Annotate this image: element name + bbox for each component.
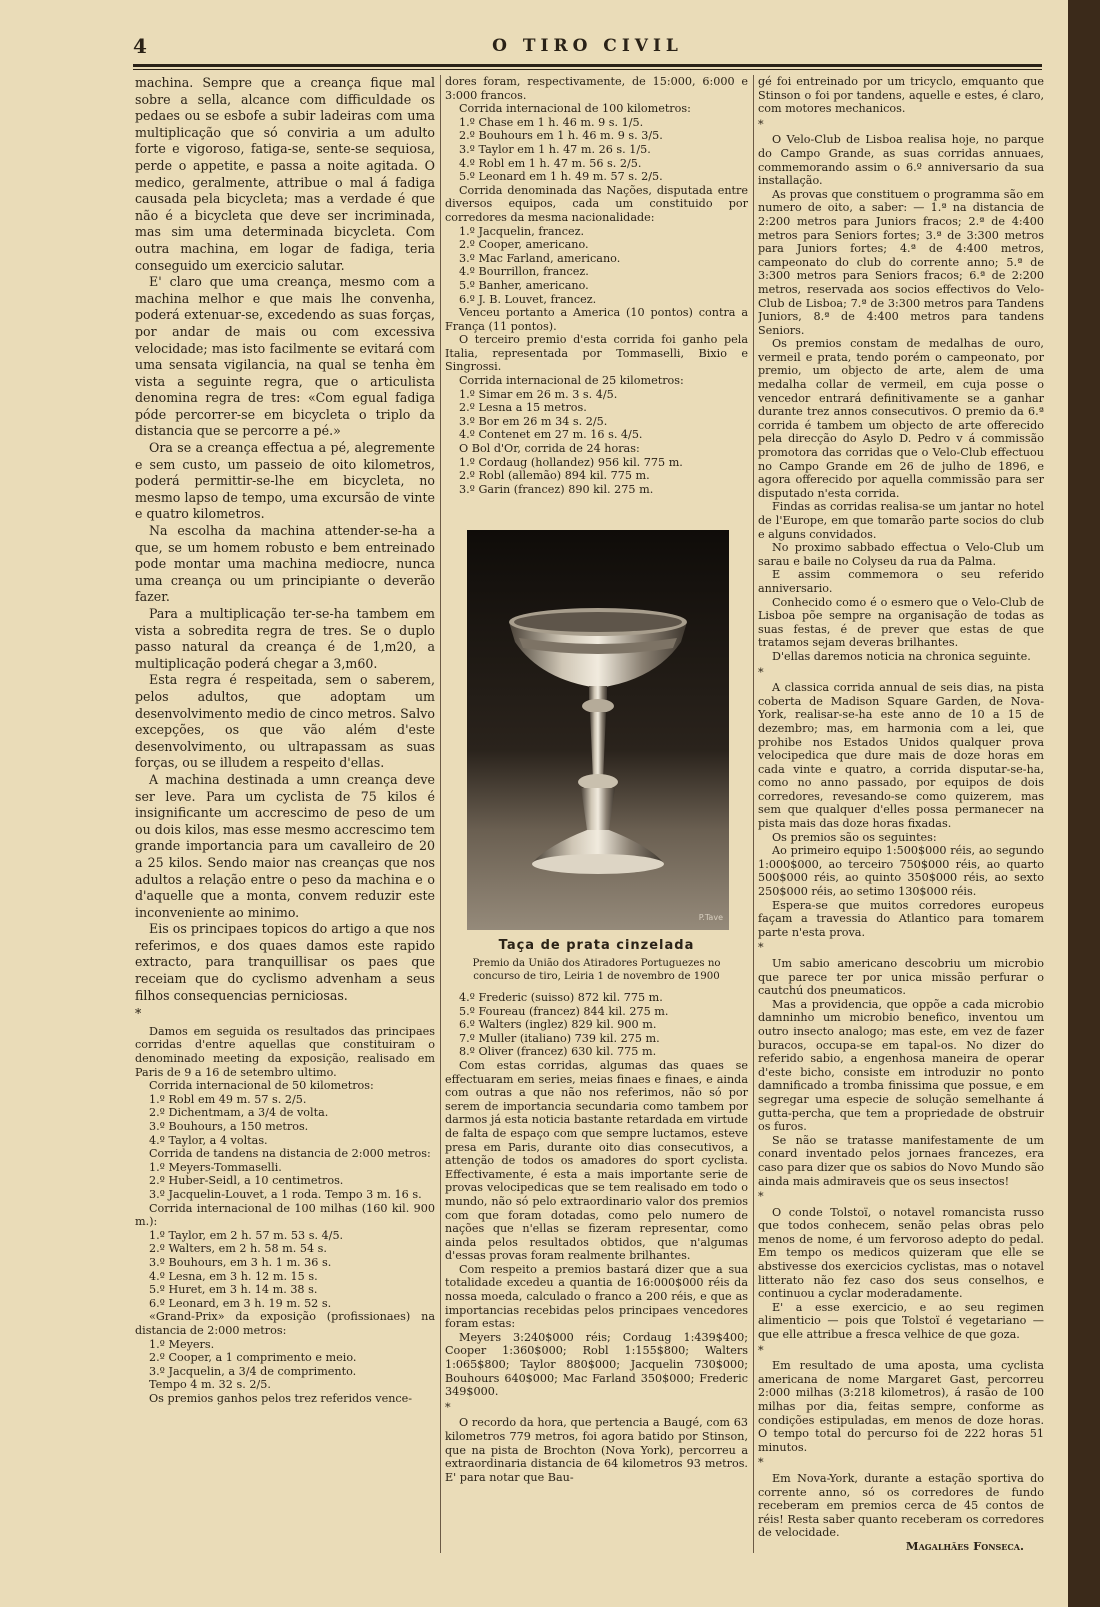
result-line: 4.º Taylor, a 4 voltas.	[149, 1133, 268, 1147]
section-separator: *	[758, 1456, 764, 1470]
paragraph: E' a esse exercicio, e ao seu regimen alimenticio — pois que Tolstoï é vegetariano — que elle attribue a fresca velhice de que goza.	[758, 1300, 1044, 1342]
result-line: 5.º Huret, em 3 h. 14 m. 38 s.	[149, 1283, 318, 1297]
paragraph: Esta regra é respeitada, sem o saberem, pelos adultos, que adoptam um desenvolvimento medio de cinco metros. Salvo excepções, os que vão além d'este desenvolvimento, ou ultrapassam as suas forças, ou se illudem a respeito d'ellas.	[135, 672, 435, 771]
result-line: 2.º Cooper, a 1 comprimento e meio.	[149, 1351, 357, 1365]
result-line: 7.º Muller (italiano) 739 kil. 275 m.	[459, 1031, 660, 1045]
paragraph: Os premios constam de medalhas de ouro, vermeil e prata, tendo porém o campeonato, por premio, um objecto de arte, alem de uma medalha collar de vermeil, em cuja posse o vencedor entrará definitivamente se a ganhar durante trez annos consecutivos. O premio da 6.ª corrida é tambem um objecto de arte offerecido pela direcção do Asylo D. Pedro v á commissão promotora das corridas que o Velo-Club effectuou no Campo Grande em 26 de julho de 1896, e agora offerecido por aquella commissão para ser disputado n'esta corrida.	[758, 337, 1044, 500]
paragraph: Meyers 3:240$000 réis; Cordaug 1:439$400; Cooper 1:360$000; Robl 1:155$800; Walters 1:065$800; Taylor 880$000; Jacquelin 730$000; Bouhours 640$000; Mac Farland 350$000; Frederic 349$000.	[445, 1330, 748, 1399]
paragraph: A classica corrida annual de seis dias, na pista coberta de Madison Square Garden, de Nova-York, realisar-se-ha este anno de 10 a 15 de dezembro; mas, em harmonia com a lei, que prohibe nos Estados Unidos qualquer prova velocipedica que dure mais de doze horas em cada vinte e quatro, a corrida disputar-se-ha, como no anno passado, por equipos de dois corredores, revesando-se como quizerem, mas sem que qualquer d'elles possa permanecer na pista mais das doze horas fixadas.	[758, 681, 1044, 831]
result-line: 4.º Contenet em 27 m. 16 s. 4/5.	[459, 428, 643, 442]
paragraph: As provas que constituem o programma são em numero de oito, a saber: — 1.ª na distancia de 2:200 metros para Juniors fracos; 2.ª de 4:400 metros para Seniors fortes; 3.ª de 3:300 metros para Juniors fortes; 4.ª de 4:400 metros, campeonato do club do corrente anno; 5.ª de 3:300 metros para Seniors fracos; 6.ª de 2:200 metros, reservada aos socios effectivos do Velo-Club de Lisboa; 7.ª de 3:300 metros para Tandens Juniors, 8.ª de 4:400 metros para tandens Seniors.	[758, 187, 1044, 337]
race-heading: «Grand-Prix» da exposição (profissionaes) na distancia de 2:000 metros:	[135, 1310, 435, 1337]
paragraph: Os premios são os seguintes:	[772, 830, 937, 844]
paragraph: Na escolha da machina attender-se-ha a que, se um homem robusto e bem entreinado pode montar uma machina mediocre, nunca uma creança ou um principiante o deverão fazer.	[135, 523, 435, 605]
paragraph: Espera-se que muitos corredores europeus façam a travessia do Atlantico para tomarem parte n'esta prova.	[758, 898, 1044, 939]
paragraph: Mas a providencia, que oppõe a cada microbio damninho um microbio benefico, inventou um outro insecto analogo; mas este, em vez de fazer buracos, occupa-se em tapal-os. No dizer do referido sabio, a engenhosa maneira de operar d'este bicho, consiste em introduzir no ponto damnificado a tromba finissima que possue, e em segregar uma especie de solução semelhante á gutta-percha, que tem a propriedade de obstruir os furos.	[758, 997, 1044, 1134]
paragraph: Em Nova-York, durante a estação sportiva do corrente anno, só os corredores de fundo receberam em premios cerca de 45 contos de réis! Resta saber quanto receberam os corredores de velocidade.	[758, 1471, 1044, 1540]
result-line: 6.º J. B. Louvet, francez.	[459, 292, 597, 306]
race-heading: Corrida denominada das Nações, disputada entre diversos equipos, cada um constituido por corredores da mesma nacionalidade:	[445, 183, 748, 224]
result-line: 1.º Meyers.	[149, 1337, 215, 1351]
race-heading: Corrida internacional de 100 kilometros:	[459, 102, 691, 116]
column-2	[445, 75, 748, 1555]
result-line: 1.º Taylor, em 2 h. 57 m. 53 s. 4/5.	[149, 1228, 344, 1242]
paragraph: O Velo-Club de Lisboa realisa hoje, no parque do Campo Grande, as suas corridas annuaes, commemorando assim o 6.º anniversario da sua installação.	[758, 133, 1044, 188]
race-heading: O Bol d'Or, corrida de 24 horas:	[459, 442, 640, 456]
column-divider	[753, 75, 754, 1553]
header-rule	[133, 64, 1042, 67]
paragraph: Conhecido como é o esmero que o Velo-Club de Lisboa põe sempre na organisação de todas as suas festas, é de prever que estas de que tratamos sejam deveras brilhantes.	[758, 595, 1044, 650]
paragraph: Eis os principaes topicos do artigo a que nos referimos, e dos quaes damos este rapido extracto, para tranquillisar os paes que receiam que do cyclismo advenham a seus filhos consequencias perniciosas.	[135, 921, 435, 1003]
page-number: 4	[133, 34, 147, 58]
race-heading: Corrida internacional de 25 kilometros:	[459, 374, 684, 388]
paragraph: O terceiro premio d'esta corrida foi ganho pela Italia, representada por Tommaselli, Bixio e Singrossi.	[445, 333, 748, 374]
paragraph: machina. Sempre que a creança fique mal sobre a sella, alcance com difficuldade os pedaes ou se esbofe a subir ladeiras com uma multiplicação que só conviria a um adulto forte e vigoroso, fatiga-se, sente-se sequiosa, perde o appetite, e passa a noite agitada. O medico, geralmente, attribue o mal á fadiga causada pela bicycleta; mas a verdade é que não é a bicycleta que deve ser incriminada, mas sim uma determinada bicycleta. Com outra machina, em logar de fadiga, teria conseguido um exercicio salutar.	[135, 75, 435, 273]
paragraph: E assim commemora o seu referido anniversario.	[758, 568, 1044, 595]
result-line: 2.º Walters, em 2 h. 58 m. 54 s.	[149, 1242, 327, 1256]
silver-cup-image	[467, 530, 729, 930]
result-line: 2.º Robl (allemão) 894 kil. 775 m.	[459, 469, 650, 483]
section-separator: *	[445, 1400, 451, 1414]
result-line: Tempo 4 m. 32 s. 2/5.	[149, 1378, 271, 1392]
paragraph: Com respeito a premios bastará dizer que a sua totalidade excedeu a quantia de 16:000$000 réis da nossa moeda, calculado o franco a 200 réis, e que as importancias recebidas pelos principaes vencedores foram estas:	[445, 1262, 748, 1331]
paragraph: Se não se tratasse manifestamente de um conard inventado pelos jornaes francezes, era caso para dizer que os sabios do Novo Mundo são ainda mais admiraveis que os seus insectos!	[758, 1133, 1044, 1188]
result-line: 2.º Huber-Seidl, a 10 centimetros.	[149, 1174, 344, 1188]
photo-caption: Premio da União dos Atiradores Portuguezes no concurso de tiro, Leiria 1 de novembro de 1900	[472, 958, 721, 982]
paragraph: Findas as corridas realisa-se um jantar no hotel de l'Europe, em que tomarão parte socios do club e alguns convidados.	[758, 500, 1044, 541]
result-line: 2.º Bouhours em 1 h. 46 m. 9 s. 3/5.	[459, 129, 663, 143]
result-line: 3.º Taylor em 1 h. 47 m. 26 s. 1/5.	[459, 142, 651, 156]
result-line: 3.º Jacquelin-Louvet, a 1 roda. Tempo 3 m. 16 s.	[149, 1187, 422, 1201]
column-3	[758, 75, 1044, 1555]
race-heading: Corrida internacional de 50 kilometros:	[149, 1079, 374, 1093]
result-line: 3.º Bouhours, em 3 h. 1 m. 36 s.	[149, 1255, 332, 1269]
result-line: 8.º Oliver (francez) 630 kil. 775 m.	[459, 1045, 657, 1059]
section-separator: *	[758, 1343, 764, 1357]
result-line: 6.º Leonard, em 3 h. 19 m. 52 s.	[149, 1296, 332, 1310]
result-line: 4.º Robl em 1 h. 47 m. 56 s. 2/5.	[459, 156, 642, 170]
paragraph: Venceu portanto a America (10 pontos) contra a França (11 pontos).	[445, 306, 748, 333]
race-heading: Corrida de tandens na distancia de 2:000 metros:	[149, 1147, 431, 1161]
newspaper-title: O TIRO CIVIL	[492, 36, 683, 56]
paragraph: A machina destinada a umn creança deve ser leve. Para um cyclista de 75 kilos é insignificante um accrescimo de peso de um ou dois kilos, mas esse mesmo accrescimo tem grande importancia para um cavalleiro de 20 a 25 kilos. Sendo maior nas creanças que nos adultos a relação entre o peso da machina e o d'aquelle que a monta, convem reduzir este inconveniente ao minimo.	[135, 771, 435, 920]
result-line: 1.º Cordaug (hollandez) 956 kil. 775 m.	[459, 455, 683, 469]
results-intro: Damos em seguida os resultados das principaes corridas d'entre aquellas que constituiram o denominado meeting da exposição, realisado em Paris de 9 a 16 de setembro ultimo.	[135, 1024, 435, 1079]
result-line: 1.º Robl em 49 m. 57 s. 2/5.	[149, 1092, 307, 1106]
result-line: 1.º Simar em 26 m. 3 s. 4/5.	[459, 387, 618, 401]
section-separator: *	[758, 665, 764, 679]
photo-credit: P.Tave	[698, 912, 723, 922]
paragraph: gé foi entreinado por um tricyclo, emquanto que Stinson o foi por tandens, aquelle e estes, é claro, com motores mechanicos.	[758, 75, 1044, 116]
paragraph: Os premios ganhos pelos trez referidos vence-	[149, 1391, 413, 1405]
result-line: 2.º Lesna a 15 metros.	[459, 401, 587, 415]
trophy-photo	[467, 530, 729, 930]
result-line: 5.º Banher, americano.	[459, 278, 589, 292]
result-line: 3.º Garin (francez) 890 kil. 275 m.	[459, 482, 654, 496]
result-line: 3.º Bouhours, a 150 metros.	[149, 1120, 309, 1133]
paragraph: Para a multiplicação ter-se-ha tambem em vista a sobredita regra de tres. Se o duplo passo natural da creança é de 1,m20, a multiplicação poderá chegar a 3,m60.	[135, 606, 435, 671]
paragraph: E' claro que uma creança, mesmo com a machina melhor e que mais lhe convenha, poderá extenuar-se, excedendo as suas forças, por andar de mais ou com excessiva velocidade; mas isto facilmente se evitará com uma sensata vigilancia, na qual se tenha èm vista a seguinte regra, que o articulista denomina regra de tres: «Com egual fadiga póde percorrer-se em bicycleta o triplo da distancia que se percorre a pé.»	[135, 274, 435, 439]
paragraph: Em resultado de uma aposta, uma cyclista americana de nome Margaret Gast, percorreu 2:000 milhas (3:218 kilometros), á rasão de 100 milhas por dia, feitas sempre, conforme as condições estipuladas, em menos de doze horas. O tempo total do percurso foi de 222 horas 51 minutos.	[758, 1359, 1044, 1454]
author-signature: Magalhães Fonseca.	[905, 1538, 1024, 1553]
section-separator: *	[135, 1006, 142, 1022]
result-line: 3.º Jacquelin, a 3/4 de comprimento.	[149, 1364, 357, 1378]
paragraph: No proximo sabbado effectua o Velo-Club um sarau e baile no Colyseu da rua da Palma.	[758, 541, 1044, 568]
result-line: 4.º Frederic (suisso) 872 kil. 775 m.	[459, 991, 663, 1004]
result-line: 5.º Foureau (francez) 844 kil. 275 m.	[459, 1004, 669, 1018]
paragraph: O recordo da hora, que pertencia a Baugé, com 63 kilometros 779 metros, foi agora batido por Stinson, que na pista de Brochton (Nova York), percorreu a extraordinaria distancia de 64 kilometros 93 metros. E' para notar que Bau-	[445, 1416, 748, 1484]
paragraph: Ao primeiro equipo 1:500$000 réis, ao segundo 1:000$000, ao terceiro 750$000 réis, ao quarto 500$000 réis, ao quinto 350$000 réis, ao sexto 250$000 réis, ao setimo 130$000 réis.	[758, 844, 1044, 899]
binding-edge	[1068, 0, 1100, 1607]
race-heading: Corrida internacional de 100 milhas (160 kil. 900 m.):	[135, 1201, 435, 1229]
section-separator: *	[758, 941, 764, 955]
result-line: 5.º Leonard em 1 h. 49 m. 57 s. 2/5.	[459, 170, 663, 184]
header-rule-thin	[133, 69, 1042, 70]
paragraph: O conde Tolstoï, o notavel romancista russo que todos conhecem, senão pelas obras pelo menos de nome, é um fervoroso adepto do pedal. Em tempo os medicos quizeram que elle se abstivesse dos exercicios cyclistas, mas o notavel litterato não fez caso dos seus conselhos, e continuou a cyclar moderadamente.	[758, 1205, 1044, 1301]
result-line: 2.º Dichentmam, a 3/4 de volta.	[149, 1106, 329, 1120]
paragraph: Com estas corridas, algumas das quaes se effectuaram em series, meias finaes e finaes, e ainda com outras a que não nos referimos, não só por serem de importancia secundaria como tambem por darmos já esta noticia bastante retardada em virtude de falta de espaço com que sempre luctamos, esteve presa em Paris, durante oito dias consecutivos, a attenção de todos os amadores do sport cyclista. Effectivamente, é esta a mais importante serie de provas velocipedicas que se tem realisado em todo o mundo, não só pelo extraordinario valor dos premios com que foram dotadas, como pelo numero de nações que n'ellas se fizeram representar, como ainda pelos resultados obtidos, que n'algumas d'essas provas foram realmente brilhantes.	[445, 1058, 748, 1263]
paragraph: Ora se a creança effectua a pé, alegremente e sem custo, um passeio de oito kilometros, poderá permittir-se-lhe em bicycleta, no mesmo lapso de tempo, uma excursão de vinte e quatro kilometros.	[135, 440, 435, 522]
result-line: 4.º Bourrillon, francez.	[459, 265, 589, 279]
column-divider	[440, 75, 441, 1553]
result-line: 3.º Bor em 26 m 34 s. 2/5.	[459, 414, 608, 428]
column-1	[135, 75, 435, 1555]
result-line: 1.º Chase em 1 h. 46 m. 9 s. 1/5.	[459, 115, 644, 129]
paragraph: dores foram, respectivamente, de 15:000, 6:000 e 3:000 francos.	[445, 75, 748, 102]
result-line: 2.º Cooper, americano.	[459, 238, 589, 252]
section-separator: *	[758, 1190, 764, 1204]
result-line: 3.º Mac Farland, americano.	[459, 251, 621, 265]
page-header	[133, 34, 1042, 58]
result-line: 4.º Lesna, em 3 h. 12 m. 15 s.	[149, 1269, 318, 1283]
paragraph: D'ellas daremos noticia na chronica seguinte.	[772, 649, 1031, 663]
photo-title: Taça de prata cinzelada	[498, 938, 695, 954]
result-line: 1.º Jacquelin, francez.	[459, 224, 585, 238]
paragraph: Um sabio americano descobriu um microbio que parece ter por unica missão perfurar o cautchú dos pneumaticos.	[758, 957, 1044, 998]
result-line: 1.º Meyers-Tommaselli.	[149, 1160, 282, 1174]
section-separator: *	[758, 117, 764, 131]
result-line: 6.º Walters (inglez) 829 kil. 900 m.	[459, 1018, 657, 1032]
